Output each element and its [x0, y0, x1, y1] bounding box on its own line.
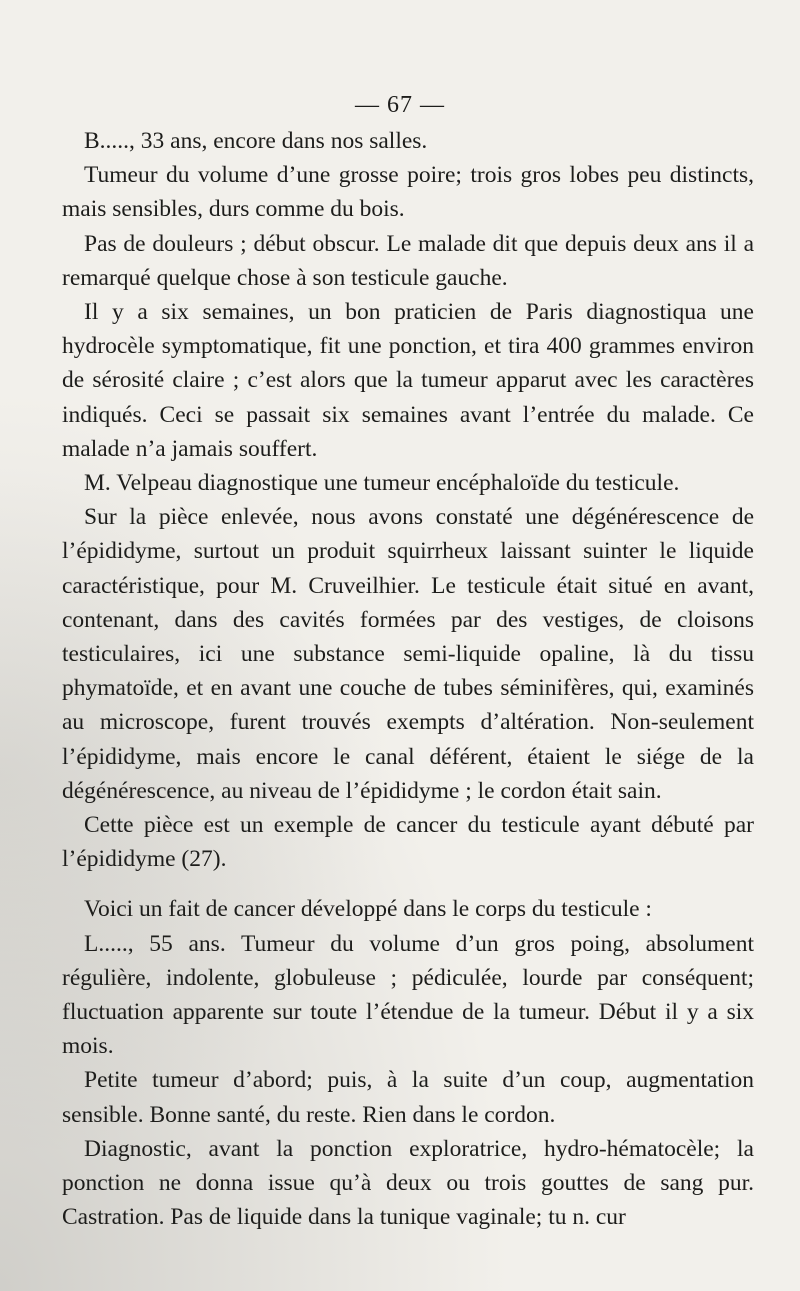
page-number: — 67 —	[355, 92, 445, 118]
paragraph-velpeau-diagnosis: M. Velpeau diagnostique une tumeur encéphaloïde du testicule.	[84, 470, 680, 497]
paragraph-tumor-description: Tumeur du volume d’une grosse poire; trois gros lobes peu distincts, mais sensibles, durs comme du bois.	[62, 162, 754, 223]
paragraph-specimen-findings: Sur la pièce enlevée, nous avons constaté une dégénérescence de l’épididyme, surtout un produit squirrheux laissant suinter le liquide caractéristique, pour M. Cruveilhier. Le testicule était situé en avant, contenant, dans des cavités formées par des vestiges, de cloisons testiculaires, ici une substance semi-liquide opaline, là du tissu phymatoïde, et en avant une couche de tubes séminifères, qui, examinés au microscope, furent trouvés exempts d’altération. Non-seulement l’épididyme, mais encore le canal déférent, étaient le siége de la dégénérescence, au niveau de l’épididyme ; le cordon était sain.	[62, 504, 754, 804]
paragraph-patient-l: L....., 55 ans. Tumeur du volume d’un gros poing, absolument régulière, indolente, globuleuse ; pédiculée, lourde par conséquent; fluctuation apparente sur toute l’étendue de la tumeur. Début il y a six mois.	[62, 930, 754, 1060]
section-gap	[62, 876, 754, 892]
paragraph-evolution: Petite tumeur d’abord; puis, à la suite d’un coup, augmentation sensible. Bonne santé, du reste. Rien dans le cordon.	[62, 1067, 754, 1128]
paragraph-intro-second-case: Voici un fait de cancer développé dans le corps du testicule :	[84, 896, 652, 923]
paragraph-patient-b: B....., 33 ans, encore dans nos salles.	[84, 128, 428, 154]
paragraph-diagnostic-castration: Diagnostic, avant la ponction exploratrice, hydro-hématocèle; la ponction ne donna issue qu’à deux ou trois gouttes de sang pur. Castration. Pas de liquide dans la tunique vaginale; tu n. cur	[62, 1135, 754, 1231]
paragraph-no-pain: Pas de douleurs ; début obscur. Le malade dit que depuis deux ans il a remarqué quelque chose à son testicule gauche.	[62, 230, 754, 291]
body-text	[62, 112, 754, 1235]
paragraph-conclusion: Cette pièce est un exemple de cancer du testicule ayant débuté par l’épididyme (27).	[62, 812, 754, 873]
paragraph-hydrocele-diagnosis: Il y a six semaines, un bon praticien de Paris diagnostiqua une hydrocèle symptomatique, fit une ponction, et tira 400 grammes environ de sérosité claire ; c’est alors que la tumeur apparut avec les caractères indiqués. Ceci se passait six semaines avant l’entrée du malade. Ce malade n’a jamais souffert.	[62, 299, 754, 462]
